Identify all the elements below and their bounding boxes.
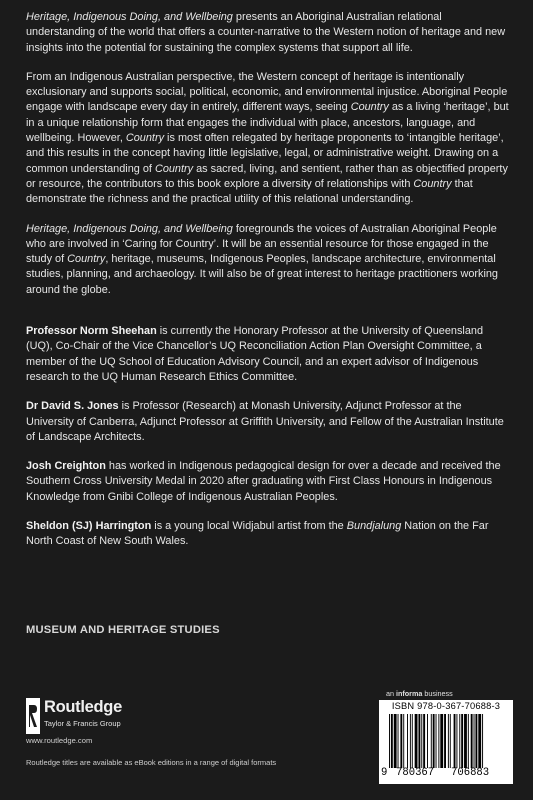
bio-paragraph-2: Dr David S. Jones is Professor (Research) at Monash University, Adjunct Professor at the University of Canberra, Adjunct Professor at Griffith University, and Fellow of the Australian Institute of Landscape Architects.: [26, 400, 504, 443]
back-cover-text: [26, 10, 512, 564]
bio-paragraph-4: Sheldon (SJ) Harrington is a young local Widjabul artist from the Bundjalung Nation on the Far North Coast of New South Wales.: [26, 520, 489, 548]
barcode-icon: [389, 714, 509, 768]
barcode-digits: [379, 767, 513, 783]
routledge-r-icon: [26, 698, 40, 734]
book-description: [26, 10, 512, 298]
description-paragraph-2: From an Indigenous Australian perspective, the Western concept of heritage is intentionally exclusionary and supports social, political, economic, and environmental injustice. Aboriginal People engage with landscape every day in entirely, different ways, seeing Country as a living ‘heritage’, but in a unique relationship form that engages the individual with place, ancestors, language, and wellbeing. However, Country is most often relegated by heritage proponents to ‘intangible heritage’, and this results in the concept having little legislative, legal, or administrative weight. Drawing on a common understanding of Country as sacred, living, and sentient, rather than as objectified property or resource, the contributors to this book explore a diversity of relationships with Country that demonstrate the richness and the practical utility of this relational understanding.: [26, 70, 509, 206]
barcode-digit-first: 9: [381, 767, 388, 779]
description-paragraph-1: Heritage, Indigenous Doing, and Wellbeing presents an Aboriginal Australian relational understanding of the world that offers a counter-narrative to the Western notion of heritage and new insights into the potential for sustaining the complex systems that support all life.: [26, 11, 506, 54]
ebook-notice: Routledge titles are available as eBook editions in a range of digital formats: [26, 758, 277, 767]
contributor-bios: [26, 324, 512, 550]
isbn-label: ISBN 978-0-367-70688-3: [391, 701, 501, 711]
description-paragraph-3: Heritage, Indigenous Doing, and Wellbeing foregrounds the voices of Australian Aboriginal People who are involved in ‘Caring for Country’. It will be an essential resource for those engaged in the study of Country, heritage, museums, Indigenous Peoples, landscape architecture, environmental studies, planning, and archaeology. It will also be of great interest to heritage practitioners working around the globe.: [26, 222, 498, 296]
bio-paragraph-1: Professor Norm Sheehan is currently the Honorary Professor at the University of Queensland (UQ), Co-Chair of the Vice Chancellor’s UQ Reconciliation Action Plan Oversight Committee, a member of the UQ School of Education Advisory Council, and an expert advisor of Indigenous research to the UQ Human Research Ethics Committee.: [26, 325, 483, 383]
barcode-group-left: 780367: [396, 767, 435, 779]
publisher-url: www.routledge.com: [26, 736, 93, 745]
series-title: MUSEUM AND HERITAGE STUDIES: [26, 624, 220, 636]
publisher-name: Routledge: [44, 698, 122, 716]
publisher-logo: [26, 696, 166, 746]
isbn-barcode: [379, 700, 513, 784]
bio-paragraph-3: Josh Creighton has worked in Indigenous pedagogical design for over a decade and received the Southern Cross University Medal in 2020 after graduating with First Class Honours in Indigenous Knowledge from Gnibi College of Indigenous Australian Peoples.: [26, 460, 501, 503]
informa-tagline: an informa business: [386, 689, 453, 698]
publisher-group: Taylor & Francis Group: [44, 719, 121, 728]
barcode-group-right: 706883: [451, 767, 490, 779]
